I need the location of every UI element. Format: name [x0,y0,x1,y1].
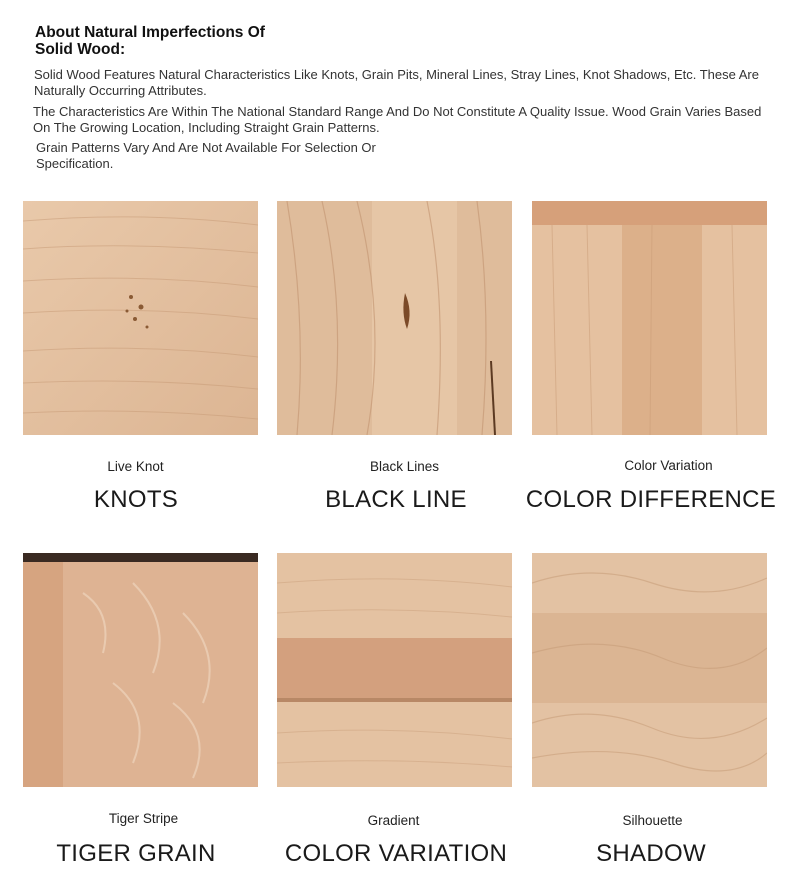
wood-sample-shadow-image [532,553,767,787]
wood-sample-gradient-image [277,553,512,787]
intro-paragraph-2: The Characteristics Are Within The National Standard Range And Do Not Constitute A Quality Issue. Wood Grain Varies Based On The Growing Location, Including Straight Grain Patterns. [33,104,762,135]
label-knots: KNOTS [93,486,179,513]
label-tiger-grain: TIGER GRAIN [56,840,216,867]
label-black-line: BLACK LINE [325,486,467,513]
caption-black-lines: Black Lines [369,459,440,474]
caption-gradient: Gradient [367,813,420,828]
wood-sample-color-difference-image [532,201,767,435]
label-color-difference: COLOR DIFFERENCE [525,486,777,513]
caption-live-knot: Live Knot [107,459,164,474]
caption-color-variation: Color Variation [624,458,713,473]
page-title: About Natural Imperfections Of Solid Wood: [35,24,265,58]
wood-sample-knots-image [23,201,258,435]
intro-paragraph-1: Solid Wood Features Natural Characteristics Like Knots, Grain Pits, Mineral Lines, Stray Lines, Knot Shadows, Etc. These Are Naturally Occurring Attributes. [34,67,759,98]
intro-paragraph-3: Grain Patterns Vary And Are Not Available For Selection Or Specification. [36,140,376,171]
wood-sample-black-line-image [277,201,512,435]
label-color-variation: COLOR VARIATION [284,840,508,867]
caption-silhouette: Silhouette [622,813,683,828]
label-shadow: SHADOW [596,840,706,867]
caption-tiger-stripe: Tiger Stripe [108,811,179,826]
wood-sample-tiger-grain-image [23,553,258,787]
